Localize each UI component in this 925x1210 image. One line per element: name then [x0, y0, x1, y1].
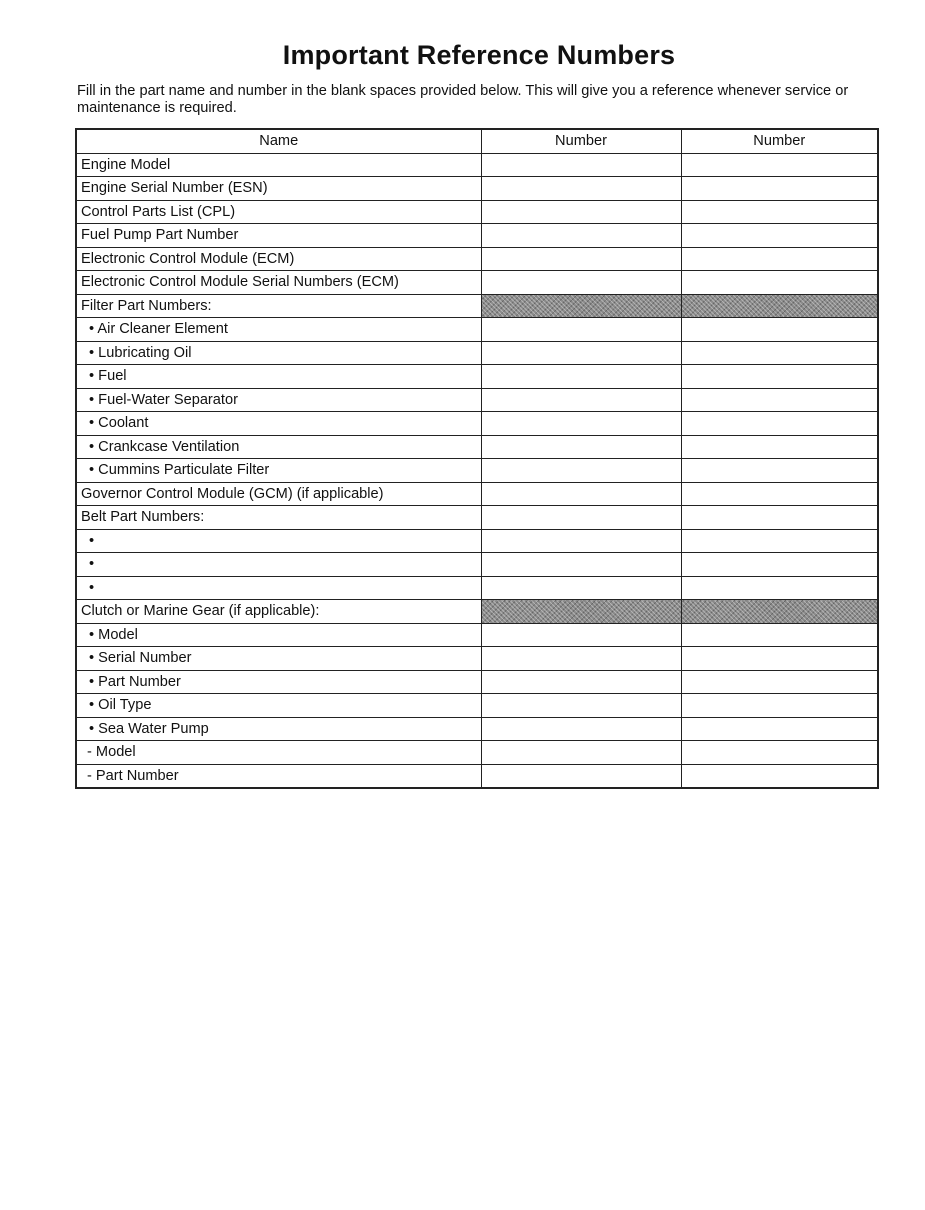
row-label: Electronic Control Module Serial Numbers (ECM): [76, 271, 481, 295]
row-label: • Model: [76, 623, 481, 647]
number-field-1[interactable]: [481, 576, 681, 600]
number-field-2[interactable]: [681, 365, 878, 389]
table-row: [76, 459, 878, 483]
table-row: [76, 341, 878, 365]
row-label: • Part Number: [76, 670, 481, 694]
number-field-1[interactable]: [481, 482, 681, 506]
row-label: - Model: [76, 741, 481, 765]
reference-numbers-table: [75, 128, 879, 789]
number-field-2[interactable]: [681, 318, 878, 342]
header-number-1: Number: [481, 129, 681, 153]
number-field-1[interactable]: [481, 623, 681, 647]
number-field-1[interactable]: [481, 177, 681, 201]
number-field-2[interactable]: [681, 459, 878, 483]
row-label: • Fuel: [76, 365, 481, 389]
row-label: Engine Serial Number (ESN): [76, 177, 481, 201]
number-field-2[interactable]: [681, 412, 878, 436]
number-field-1[interactable]: [481, 365, 681, 389]
row-label: • Coolant: [76, 412, 481, 436]
number-field-2[interactable]: [681, 341, 878, 365]
section-row-filter-part-numbers: [76, 294, 878, 318]
table-row: [76, 200, 878, 224]
row-label: • Oil Type: [76, 694, 481, 718]
number-field-2[interactable]: [681, 576, 878, 600]
row-label: • Sea Water Pump: [76, 717, 481, 741]
row-label: • Air Cleaner Element: [76, 318, 481, 342]
table-row: [76, 153, 878, 177]
row-label: Engine Model: [76, 153, 481, 177]
table-header-row: [76, 129, 878, 153]
number-field-1[interactable]: [481, 224, 681, 248]
number-field-2[interactable]: [681, 670, 878, 694]
shaded-cell: [481, 294, 681, 318]
row-label: - Part Number: [76, 764, 481, 788]
number-field-1[interactable]: [481, 717, 681, 741]
number-field-2[interactable]: [681, 694, 878, 718]
number-field-2[interactable]: [681, 741, 878, 765]
section-row-clutch-marine-gear: [76, 600, 878, 624]
number-field-1[interactable]: [481, 647, 681, 671]
number-field-1[interactable]: [481, 553, 681, 577]
number-field-2[interactable]: [681, 553, 878, 577]
number-field-1[interactable]: [481, 318, 681, 342]
page-title: Important Reference Numbers: [282, 40, 676, 70]
intro-text: Fill in the part name and number in the blank spaces provided below. This will give you a reference whenever service or maintenance is required.: [77, 83, 849, 116]
table-row: [76, 553, 878, 577]
number-field-2[interactable]: [681, 435, 878, 459]
table-row: [76, 388, 878, 412]
number-field-1[interactable]: [481, 459, 681, 483]
number-field-1[interactable]: [481, 435, 681, 459]
number-field-2[interactable]: [681, 623, 878, 647]
section-label: Clutch or Marine Gear (if applicable):: [76, 600, 481, 624]
number-field-2[interactable]: [681, 482, 878, 506]
number-field-1[interactable]: [481, 670, 681, 694]
row-label: Belt Part Numbers:: [76, 506, 481, 530]
row-label: Fuel Pump Part Number: [76, 224, 481, 248]
number-field-2[interactable]: [681, 717, 878, 741]
table-row: [76, 623, 878, 647]
number-field-1[interactable]: [481, 271, 681, 295]
row-label: • Lubricating Oil: [76, 341, 481, 365]
table-row: [76, 435, 878, 459]
table-row: [76, 647, 878, 671]
row-label: • Fuel-Water Separator: [76, 388, 481, 412]
number-field-2[interactable]: [681, 506, 878, 530]
number-field-2[interactable]: [681, 647, 878, 671]
table-row: [76, 482, 878, 506]
table-row: [76, 271, 878, 295]
number-field-1[interactable]: [481, 412, 681, 436]
number-field-2[interactable]: [681, 764, 878, 788]
table-row: [76, 670, 878, 694]
table-row: [76, 529, 878, 553]
table-row: [76, 506, 878, 530]
table-row: [76, 576, 878, 600]
number-field-1[interactable]: [481, 247, 681, 271]
number-field-1[interactable]: [481, 200, 681, 224]
table-row: [76, 717, 878, 741]
number-field-2[interactable]: [681, 529, 878, 553]
number-field-2[interactable]: [681, 153, 878, 177]
number-field-1[interactable]: [481, 741, 681, 765]
number-field-2[interactable]: [681, 271, 878, 295]
number-field-1[interactable]: [481, 388, 681, 412]
shaded-cell: [681, 600, 878, 624]
table-row: [76, 741, 878, 765]
number-field-2[interactable]: [681, 200, 878, 224]
number-field-2[interactable]: [681, 224, 878, 248]
table-row: [76, 412, 878, 436]
table-row: [76, 318, 878, 342]
section-label: Filter Part Numbers:: [76, 294, 481, 318]
table-row: [76, 224, 878, 248]
table-row: [76, 365, 878, 389]
row-label: • Serial Number: [76, 647, 481, 671]
row-label: Control Parts List (CPL): [76, 200, 481, 224]
row-label: • Crankcase Ventilation: [76, 435, 481, 459]
row-label: •: [76, 529, 481, 553]
row-label: Electronic Control Module (ECM): [76, 247, 481, 271]
table-row: [76, 177, 878, 201]
number-field-2[interactable]: [681, 388, 878, 412]
shaded-cell: [481, 600, 681, 624]
number-field-1[interactable]: [481, 764, 681, 788]
table-row: [76, 764, 878, 788]
number-field-1[interactable]: [481, 153, 681, 177]
row-label: • Cummins Particulate Filter: [76, 459, 481, 483]
number-field-2[interactable]: [681, 247, 878, 271]
number-field-2[interactable]: [681, 177, 878, 201]
shaded-cell: [681, 294, 878, 318]
number-field-1[interactable]: [481, 694, 681, 718]
table-row: [76, 694, 878, 718]
number-field-1[interactable]: [481, 529, 681, 553]
table-row: [76, 247, 878, 271]
row-label: Governor Control Module (GCM) (if applicable): [76, 482, 481, 506]
header-number-2: Number: [681, 129, 878, 153]
row-label: •: [76, 576, 481, 600]
header-name: Name: [76, 129, 481, 153]
number-field-1[interactable]: [481, 341, 681, 365]
number-field-1[interactable]: [481, 506, 681, 530]
row-label: •: [76, 553, 481, 577]
